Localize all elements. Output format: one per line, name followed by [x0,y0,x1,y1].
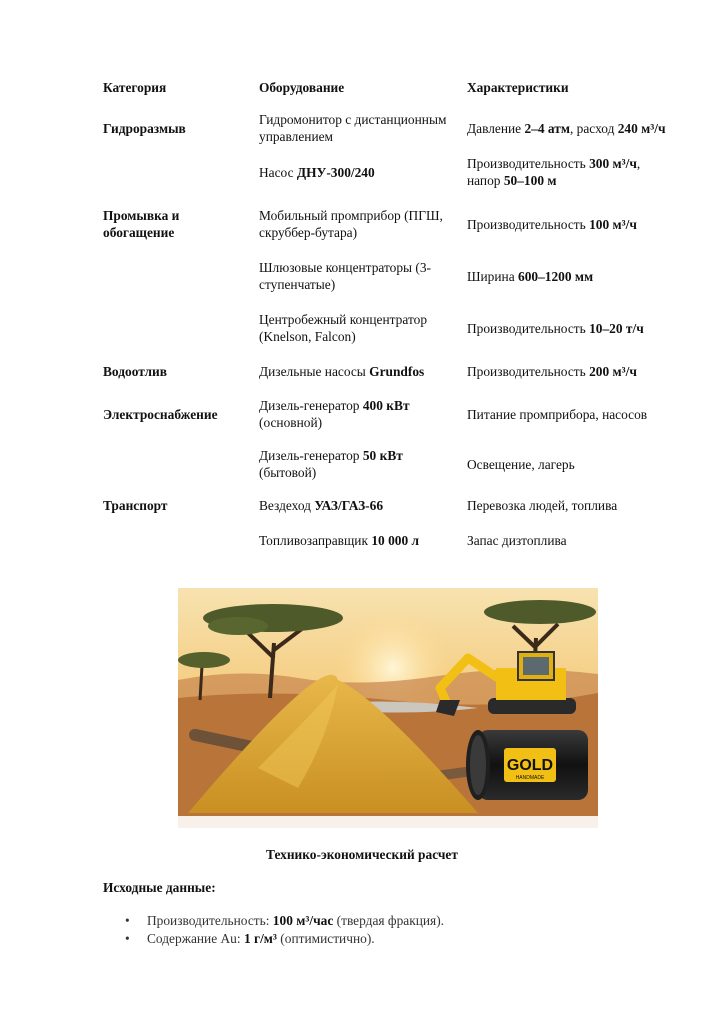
specs-cell [462,388,672,440]
text-run: Центробежный концентратор (Knelson, Falcon) [259,312,428,344]
equipment-table [98,74,672,558]
equipment-cell [254,100,462,146]
table-row [98,488,672,522]
bold-value: 50–100 м [503,173,557,188]
category-cell [98,522,254,558]
list-item [103,930,444,948]
table-row [98,250,672,302]
table-row [98,198,672,250]
text-run: Топливозаправщик [259,532,372,548]
text-run: Мобильный промприбор (ПГШ, скруббер-бутара) [259,208,443,240]
specs-cell [462,146,672,198]
bold-value: ДНУ-300/240 [296,164,375,180]
text-run: , напор [467,156,641,188]
table-row [98,354,672,388]
text-run: (оптимистично). [276,931,375,946]
gold-barrel [466,730,588,800]
header-category: Категория [103,79,167,95]
specs-cell [462,198,672,250]
bold-value: 50 кВт [362,448,403,463]
bold-value: 10–20 т/ч [589,320,644,336]
bold-value: 300 м³/ч [589,156,637,171]
text-run: Ширина [467,268,518,284]
equipment-cell [254,198,462,250]
category-cell: Водоотлив [103,363,167,379]
category-cell: Гидроразмыв [103,120,186,136]
category-cell [98,440,254,488]
specs-cell [462,440,672,488]
text-run: Дизельные насосы [259,363,370,379]
text-run: Содержание Au: [147,931,244,946]
equipment-cell [254,146,462,198]
text-run: Производительность: [147,913,273,928]
equipment-cell [254,440,462,488]
text-run: Освещение, лагерь [467,456,575,472]
text-run: Гидромонитор с дистанционным управлением [259,112,447,144]
table-header-row [98,74,672,100]
table-row [98,388,672,440]
text-run: Запас дизтоплива [467,532,567,548]
initial-data-heading: Исходные данные: [103,880,216,895]
section-caption: Технико-экономический расчет [266,847,458,862]
category-cell [98,302,254,354]
text-run: Шлюзовые концентраторы (3-ступенчатые) [259,260,432,292]
bold-value: 100 м³/час [272,913,334,928]
equipment-cell [254,388,462,440]
table-row [98,522,672,558]
text-run: Производительность [467,156,590,171]
equipment-cell [254,522,462,558]
header-specs: Характеристики [467,79,569,95]
bold-value: 100 м³/ч [589,216,637,232]
text-run: , расход [569,120,618,136]
specs-cell [462,302,672,354]
category-cell: Электроснабжение [103,406,218,422]
equipment-cell [254,250,462,302]
category-cell [98,250,254,302]
specs-cell [462,354,672,388]
bold-value: УАЗ/ГАЗ-66 [314,497,384,513]
text-run: Производительность [467,216,590,232]
text-run: (основной) [259,415,323,430]
text-run: Дизель-генератор [259,448,363,463]
bold-value: 240 м³/ч [617,120,666,136]
equipment-cell [254,488,462,522]
table-row [98,440,672,488]
bold-value: 1 г/м³ [243,931,277,946]
specs-cell [462,488,672,522]
text-run: Вездеход [259,497,315,513]
barrel-label: GOLD [506,757,554,774]
text-run: (твердая фракция). [333,913,445,928]
text-run: Насос [259,164,297,180]
category-cell: Промывка и обогащение [103,208,180,240]
initial-data-list [103,912,444,948]
text-run: Производительность [467,363,590,379]
list-item [103,912,444,930]
table-row [98,100,672,146]
text-run: (бытовой) [259,465,317,480]
bullet-marker: • [125,913,130,928]
bold-value: 400 кВт [362,398,410,413]
table-row [98,146,672,198]
text-run: Давление [467,120,525,136]
equipment-cell [254,302,462,354]
specs-cell [462,250,672,302]
barrel-sublabel: HANDMADE [515,775,545,781]
header-equipment: Оборудование [259,79,345,95]
text-run: Перевозка людей, топлива [467,497,618,513]
category-cell [98,146,254,198]
specs-cell [462,522,672,558]
bold-value: 200 м³/ч [589,363,637,379]
text-run: Питание промприбора, насосов [467,406,648,422]
equipment-cell [254,354,462,388]
text-run: Дизель-генератор [259,398,363,413]
bold-value: 600–1200 мм [518,268,594,284]
bold-value: 10 000 л [371,532,420,548]
illustration-svg [178,588,598,828]
bullet-marker: • [125,931,130,946]
mining-illustration [178,588,598,828]
table-row [98,302,672,354]
category-cell: Транспорт [103,497,168,513]
bottom-fade [178,816,598,828]
table-body [98,100,672,558]
text-run: Производительность [467,320,590,336]
bold-value: Grundfos [369,363,425,379]
specs-cell [462,100,672,146]
bold-value: 2–4 атм [524,120,570,136]
